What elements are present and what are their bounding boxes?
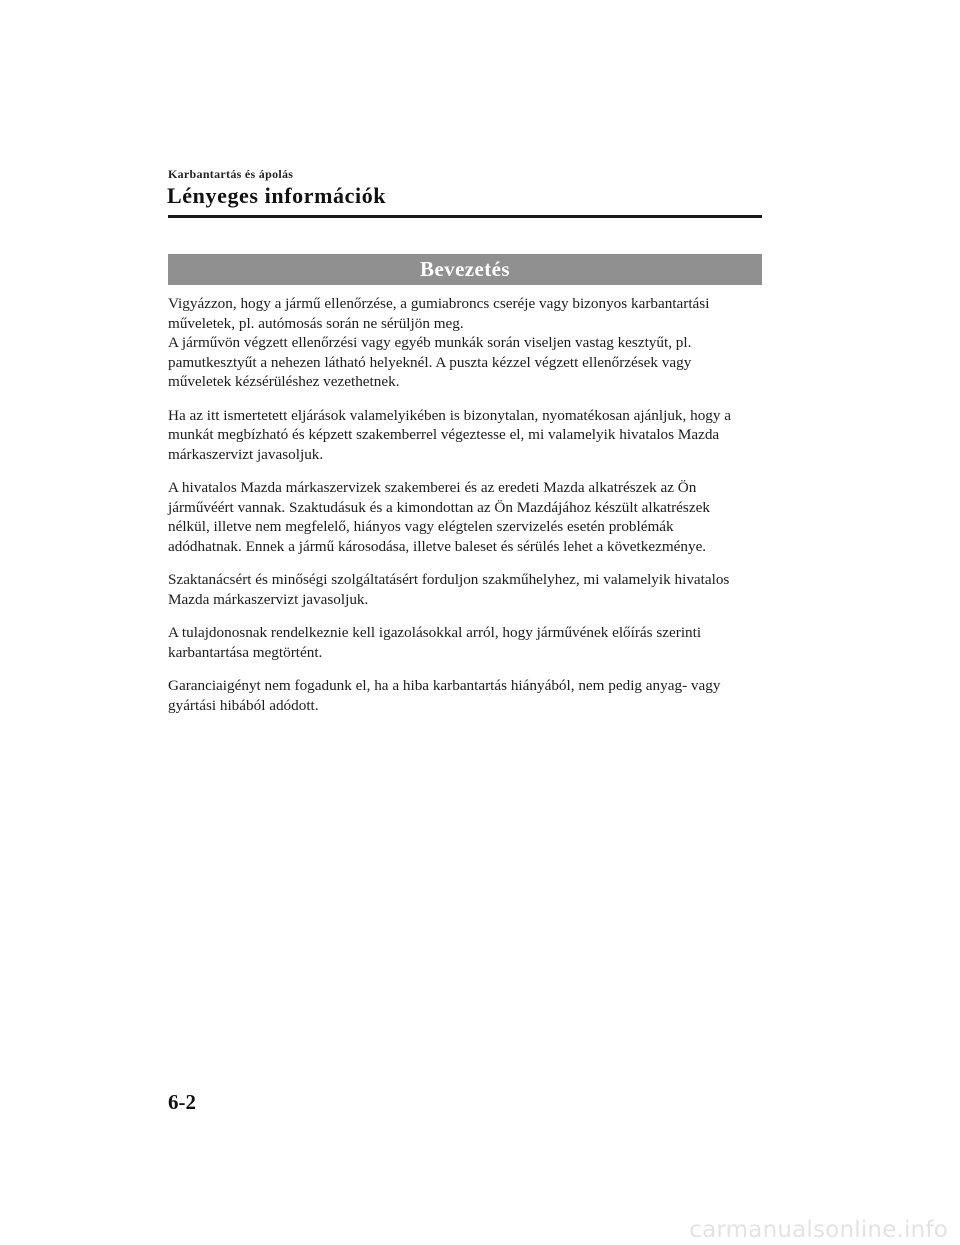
paragraph-line: műveletek kézsérüléshez vezethetnek.	[168, 373, 400, 390]
paragraph-line: márkaszervizt javasoljuk.	[168, 445, 324, 463]
paragraph-line: Garanciaigényt nem fogadunk el, ha a hiba karbantartás hiányából, nem pedig anyag- vagy	[168, 677, 721, 694]
paragraph-1	[168, 294, 764, 392]
paragraph-line: Vigyázzon, hogy a jármű ellenőrzése, a gumiabroncs cseréje vagy bizonyos karbantartási	[168, 295, 710, 312]
title-rule	[168, 215, 762, 218]
paragraph-line: karbantartása megtörtént.	[168, 643, 323, 661]
paragraph-line: A járművön végzett ellenőrzési vagy egyéb munkák során viseljen vastag kesztyűt, pl.	[168, 334, 692, 351]
paragraph-line: munkát megbízható és képzett szakemberrel végeztesse el, mi valamelyik hivatalos Mazda	[168, 426, 720, 443]
paragraph-6	[168, 676, 764, 715]
chapter-label: Karbantartás és ápolás	[168, 167, 294, 181]
section-banner: Bevezetés	[168, 254, 762, 285]
paragraph-line: Szaktanácsért és minőségi szolgáltatásért forduljon szakműhelyhez, mi valamelyik hivatalos	[168, 571, 730, 588]
paragraph-3	[168, 478, 764, 556]
watermark: carmanualsonline.info	[689, 1217, 948, 1243]
page-number: 6-2	[168, 1090, 196, 1114]
paragraph-line: pamutkesztyűt a nehezen látható helyeknél. A puszta kézzel végzett ellenőrzések vagy	[168, 353, 692, 371]
paragraph-line: Mazda márkaszervizt javasoljuk.	[168, 590, 369, 608]
page-title: Lényeges információk	[167, 183, 387, 208]
paragraph-4	[168, 570, 764, 609]
paragraph-line: nélkül, illetve nem megfelelő, hiányos vagy elégtelen szervizelés esetén problémák	[168, 518, 674, 535]
content-body	[168, 294, 764, 729]
paragraph-line: járművéért vannak. Szaktudásuk és a kimondottan az Ön Mazdájához készült alkatrészek	[168, 498, 710, 516]
paragraph-line: Ha az itt ismertetett eljárások valamelyikében is bizonytalan, nyomatékosan ajánljuk, hogy a	[168, 406, 732, 424]
paragraph-line: gyártási hibából adódott.	[168, 696, 319, 714]
paragraph-line: műveletek, pl. autómosás során ne sérüljön meg.	[168, 314, 464, 332]
paragraph-line: adódhatnak. Ennek a jármű károsodása, illetve baleset és sérülés lehet a következménye.	[168, 537, 707, 555]
paragraph-2	[168, 406, 764, 465]
paragraph-5	[168, 623, 764, 662]
paragraph-line: A hivatalos Mazda márkaszervizek szakemberei és az eredeti Mazda alkatrészek az Ön	[168, 479, 697, 496]
paragraph-line: A tulajdonosnak rendelkeznie kell igazolásokkal arról, hogy járművének előírás szerinti	[168, 624, 702, 641]
